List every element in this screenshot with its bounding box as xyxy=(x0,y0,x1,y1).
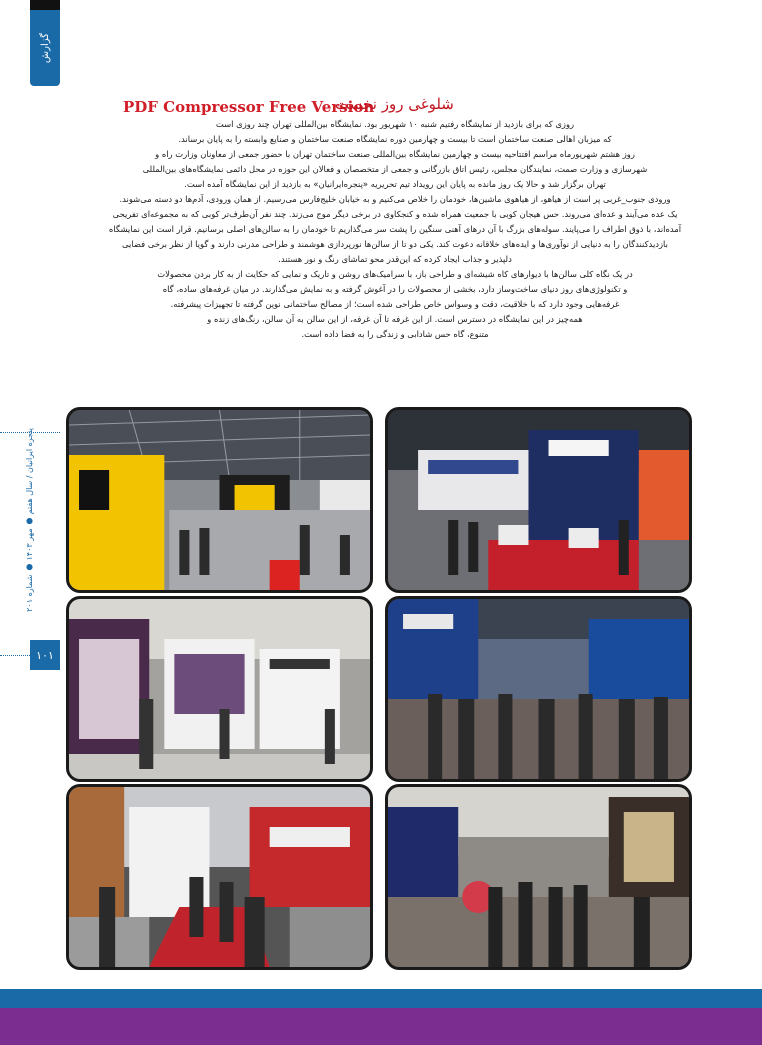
photo-blue-hall-crowd xyxy=(385,596,692,782)
paragraph-line: و تکنولوژی‌های روز دنیای ساخت‌وساز دارد، بخشی از محصولات را در آغوش گرفته و به نمایش می‌گذارند. در میان غرفه‌های ساده، گاه xyxy=(162,284,628,294)
paragraph-line: متنوع، گاه حس شادابی و زندگی را به فضا داده است. xyxy=(301,329,489,339)
paragraph-line: ورودی جنوب_غربی پر است از هیاهو، از هیاهوی ماشین‌ها، خودمان را خلاص می‌کنیم و به خیابان خلیج‌فارس می‌رسیم. از همان ورودی، آدم‌ها دو دسته می‌شوند. xyxy=(119,194,671,204)
page-number: ۱۰۱ xyxy=(30,640,60,670)
paragraph-line: غرفه‌هایی وجود دارد که با خلاقیت، دقت و وسواس خاص طراحی شده است؛ از مصالح ساختمانی نوین گرفته تا تجهیزات پیشرفته. xyxy=(170,299,620,309)
paragraph-line: تهران برگزار شد و حالا یک روز مانده به پایان این رویداد تیم تحریریه «پنجره‌ایرانیان» به بازدید از این نمایشگاه آمده است. xyxy=(184,179,606,189)
photo-red-carpet-hall xyxy=(66,784,373,970)
paragraph-line: روز هشتم شهریورماه مراسم افتتاحیه بیست و چهارمین نمایشگاه بین‌المللی صنعت ساختمان تهران با حضور جمعی از معاونان وزارت راه و xyxy=(155,149,635,159)
paragraph-line: در یک نگاه کلی سالن‌ها با دیوارهای کاه شیشه‌ای و طراحی باز، با سرامیک‌های روشن و تاریک و نمایی که حکایت از به کار بردن محصولات xyxy=(157,269,633,279)
magazine-info: پنجره ایرانیان / سال هفتم ● مهر ۱۴۰۳ ● شماره ۲۰۱ xyxy=(24,428,34,612)
paragraph-line: دلپذیر و جذاب ایجاد کرده که این‌قدر محو تماشای رنگ و نور هستند. xyxy=(278,254,512,264)
paragraph-line: آمده‌اند، با ذوق اطراف را می‌پایند. سوله‌های بزرگ با آن درهای آهنی سنگین را پشت سر می‌گذاریم تا خودمان را به سالن‌های اصلی برسانیم. قرار است این نمایشگاه xyxy=(108,224,682,234)
paragraph-line: که میزبان اهالی صنعت ساختمان است تا بیست و چهارمین دوره نمایشگاه صنعت ساختمان و صنایع وابسته را به پایان برساند. xyxy=(178,134,612,144)
paragraph-line: روزی که برای بازدید از نمایشگاه رفتیم شنبه ۱۰ شهریور بود. نمایشگاه بین‌المللی تهران چند روزی است xyxy=(215,119,575,129)
paragraph-line: همه‌چیز در این نمایشگاه در دسترس است. از این غرفه تا آن غرفه، از این سالن به آن سالن، رنگ‌های زنده و xyxy=(207,314,583,324)
section-label: گزارش xyxy=(39,32,51,64)
article-body xyxy=(85,117,705,342)
paragraph-line: بازدیدکنندگان را به دنیایی از نوآوری‌ها و ایده‌های خلاقانه دعوت کند. یکی دو تا از سالن‌ها نورپردازی هوشمند و طراحی مدرنی دارند و گویا از نظر برخی فضایی xyxy=(122,239,668,249)
footer-blue-band xyxy=(0,989,762,1008)
photo-lc-yellow-booth xyxy=(66,407,373,593)
section-tab xyxy=(30,10,60,86)
photo-caspian-booth xyxy=(385,407,692,593)
paragraph-line: یک عده می‌آیند و عده‌ای می‌روند. حس هیجان کوبی با جمعیت همراه شده و کنجکاوی در برخی دیگر موج می‌زند. چند نفر آن‌طرف‌تر کوبی که به مجموعه‌ای تفریحی xyxy=(112,209,678,219)
photo-crowded-aisle xyxy=(385,784,692,970)
photo-purple-booth xyxy=(66,596,373,782)
paragraph-line: شهرسازی و وزارت صمت، نمایندگان مجلس، رئیس اتاق بازرگانی و جمعی از متخصصان و فعالان این حوزه در محل دائمی نمایشگاه‌های بین‌المللی xyxy=(142,164,648,174)
watermark: PDF Compressor Free Version xyxy=(123,98,375,116)
footer-purple-band xyxy=(0,1008,762,1045)
article-title: شلوغی روز نخست xyxy=(335,95,454,113)
